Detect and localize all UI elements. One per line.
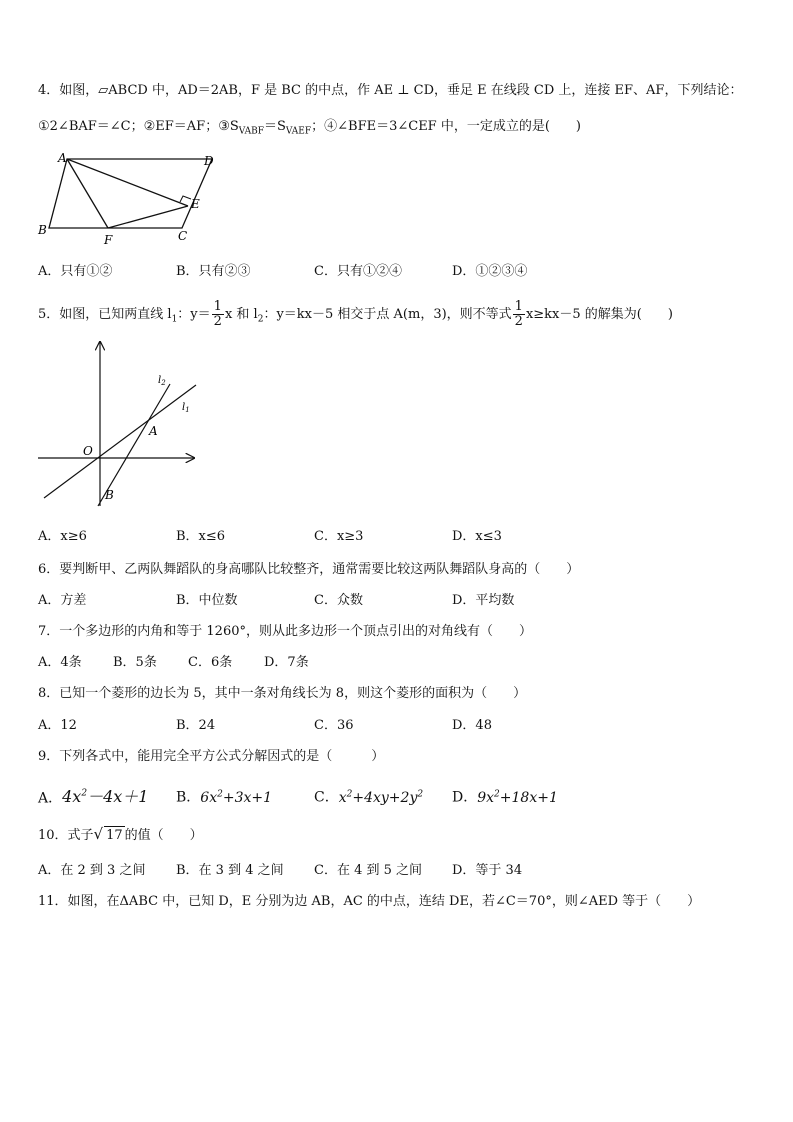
q5-label-l1: $l_1$ xyxy=(182,402,190,414)
q10-option-c[interactable]: C．在 4 到 5 之间 xyxy=(314,863,423,878)
q4-label-C: C xyxy=(178,229,188,243)
q4-stem-line2: ①2∠BAF＝∠C；②EF＝AF；$③S_{VABF}=S_{VAEF}$；④∠BFE＝3∠CEF 中，一定成立的是( ) xyxy=(38,119,581,137)
q4-option-b[interactable]: B．只有②③ xyxy=(176,264,251,279)
q7-option-c[interactable]: C．6条 xyxy=(188,655,233,670)
q9-option-d[interactable]: D．$9x^2+18x+1$ xyxy=(452,789,558,806)
q5-label-O: O xyxy=(83,444,93,458)
q11-stem: 11．如图，在ΔABC 中，已知 D，E 分别为边 AB，AC 的中点，连结 DE，若∠C＝70°，则∠AED 等于（ ） xyxy=(38,894,701,909)
q5-label-A: A xyxy=(149,424,158,438)
q7-stem: 7．一个多边形的内角和等于 1260°，则从此多边形一个顶点引出的对角线有（ ） xyxy=(38,624,532,639)
q8-option-a[interactable]: A．12 xyxy=(38,718,77,733)
q5-label-l2: $l_2$ xyxy=(158,375,166,387)
q7-option-a[interactable]: A．4条 xyxy=(38,655,82,670)
q5-option-a[interactable]: A．x≥6 xyxy=(38,529,87,544)
q6-stem: 6．要判断甲、乙两队舞蹈队的身高哪队比较整齐，通常需要比较这两队舞蹈队身高的（ ） xyxy=(38,562,580,577)
q4-option-d[interactable]: D．①②③④ xyxy=(452,264,528,279)
q8-stem: 8．已知一个菱形的边长为 5，其中一条对角线长为 8，则这个菱形的面积为（ ） xyxy=(38,686,527,701)
q4-option-c[interactable]: C．只有①②④ xyxy=(314,264,402,279)
q10-stem: 10．式子√ 17 的值（ ） xyxy=(38,825,203,843)
q5-option-d[interactable]: D．x≤3 xyxy=(452,529,502,544)
q9-option-c[interactable]: C．$x^2+4xy+2y^2$ xyxy=(314,789,424,806)
q8-option-b[interactable]: B．24 xyxy=(176,718,216,733)
q5-option-c[interactable]: C．x≥3 xyxy=(314,529,364,544)
sqrt-icon: √ xyxy=(93,825,104,843)
q8-option-c[interactable]: C．36 xyxy=(314,718,354,733)
q4-option-a[interactable]: A．只有①② xyxy=(38,264,113,279)
q4-label-A: A xyxy=(58,151,67,165)
q5-stem: 5．如图，已知两直线 $l_1$：y＝ $\frac{1}{2}$ x 和 $l_2$：y＝kx－5 相交于点 A(m，3)，则不等式 $\frac{1}{2}$ x≥kx－5 的解集为( ) xyxy=(38,299,673,329)
q4-stem-line1: 4．如图，▱ABCD 中，AD＝2AB，F 是 BC 的中点，作 AE ⊥ CD，垂足 E 在线段 CD 上，连接 EF、AF，下列结论： xyxy=(38,83,743,98)
q6-option-b[interactable]: B．中位数 xyxy=(176,593,238,608)
q4-label-F: F xyxy=(104,233,113,245)
q10-option-b[interactable]: B．在 3 到 4 之间 xyxy=(176,863,284,878)
q5-option-b[interactable]: B．x≤6 xyxy=(176,529,226,544)
q4-label-B: B xyxy=(38,223,47,237)
q6-option-a[interactable]: A．方差 xyxy=(38,593,87,608)
q5-line-graph-figure xyxy=(36,338,206,508)
q7-option-d[interactable]: D．7条 xyxy=(264,655,309,670)
q9-option-a[interactable]: A．$4x^2-4x+1$ xyxy=(38,787,149,807)
q10-option-d[interactable]: D．等于 34 xyxy=(452,863,523,878)
q7-option-b[interactable]: B．5条 xyxy=(113,655,157,670)
q4-label-D: D xyxy=(204,154,214,168)
q5-label-B: B xyxy=(105,488,114,502)
q9-stem: 9．下列各式中，能用完全平方公式分解因式的是（ ） xyxy=(38,749,385,764)
q4-label-E: E xyxy=(191,197,200,211)
q4-parallelogram-figure xyxy=(36,150,226,245)
q9-option-b[interactable]: B．$6x^2+3x+1$ xyxy=(176,789,273,806)
q6-option-d[interactable]: D．平均数 xyxy=(452,593,515,608)
q8-option-d[interactable]: D．48 xyxy=(452,718,492,733)
q6-option-c[interactable]: C．众数 xyxy=(314,593,363,608)
q10-option-a[interactable]: A．在 2 到 3 之间 xyxy=(38,863,146,878)
